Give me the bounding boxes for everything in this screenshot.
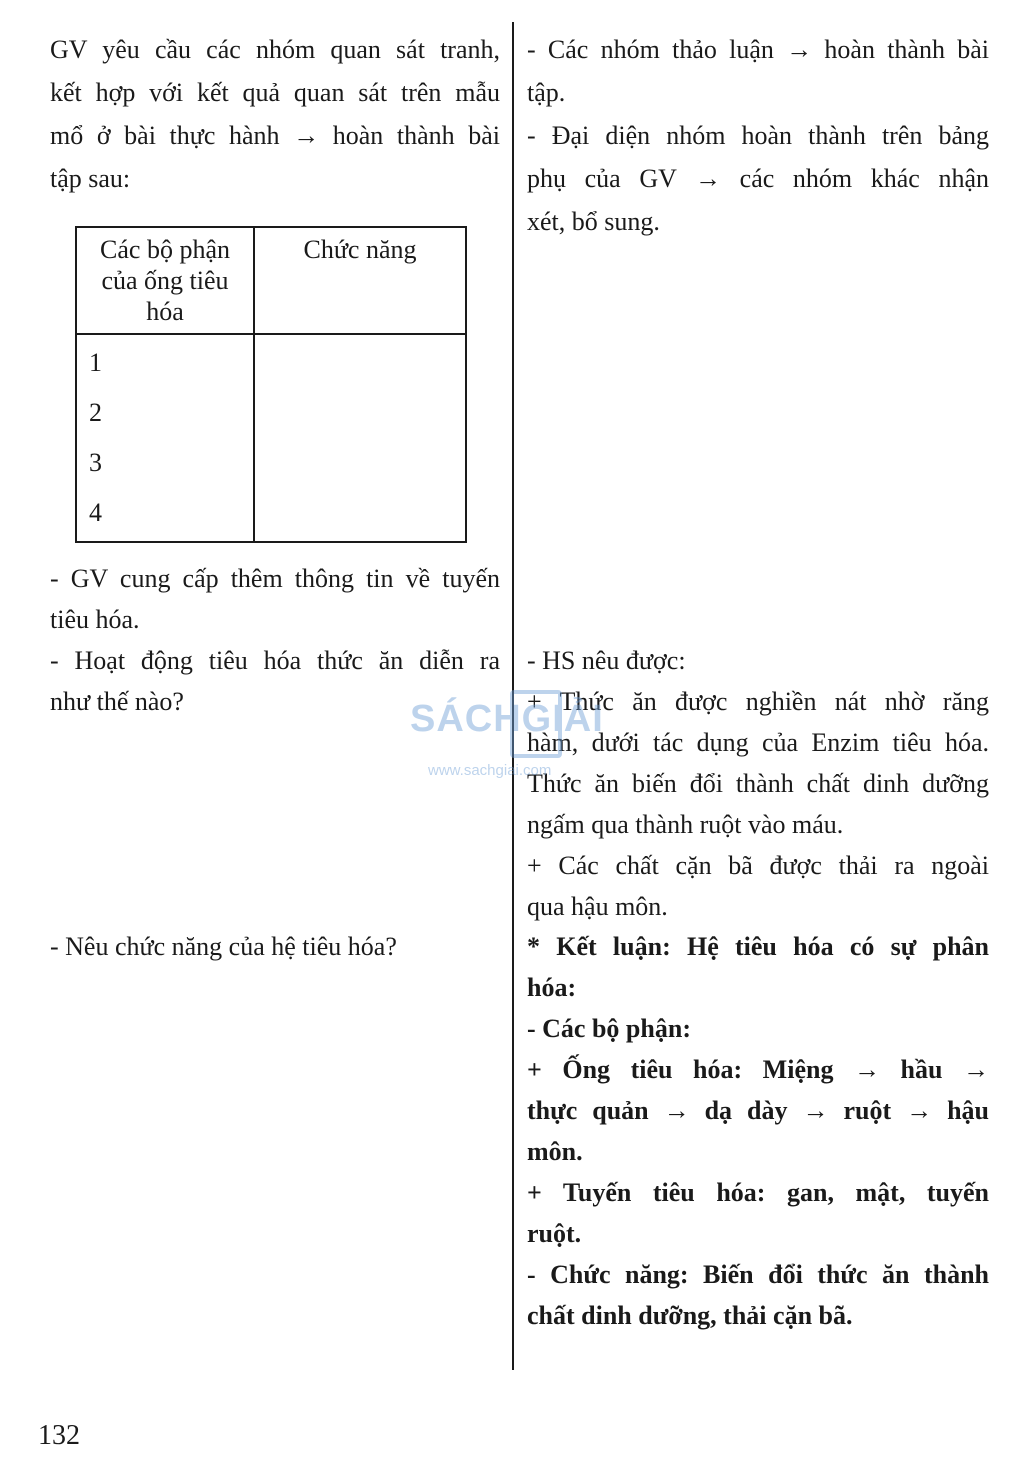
discuss-line: tập. (527, 78, 566, 107)
row-number: 2 (89, 398, 102, 427)
conclusion-line: + Ống tiêu hóa: Miệng → hầu → (527, 1055, 989, 1084)
rep-line: xét, bổ sung. (527, 207, 660, 236)
watermark (410, 690, 650, 790)
rep-line: phụ của GV → các nhóm khác nhận (527, 164, 989, 193)
conclusion-line: hóa: (527, 973, 577, 1002)
conclusion-line: môn. (527, 1137, 583, 1166)
table-function-cell (254, 334, 466, 542)
conclusion-line: ruột. (527, 1219, 582, 1248)
gv-info-line: tiêu hóa. (50, 605, 140, 634)
exercise-table (75, 226, 467, 543)
rep-line: - Đại diện nhóm hoàn thành trên bảng (527, 121, 989, 150)
row-number: 3 (89, 448, 102, 477)
conclusion-line: - Chức năng: Biến đổi thức ăn thành (527, 1260, 989, 1289)
table-header-function: Chức năng (254, 227, 466, 334)
gv-info-line: - GV cung cấp thêm thông tin về tuyến (50, 564, 500, 593)
question-line: như thế nào? (50, 687, 184, 716)
question-line: - Hoạt động tiêu hóa thức ăn diễn ra (50, 646, 500, 675)
intro-line: tập sau: (50, 164, 131, 193)
intro-line: GV yêu cầu các nhóm quan sát tranh, (50, 35, 500, 64)
hs-line: + Các chất cặn bã được thải ra ngoài (527, 851, 989, 880)
conclusion-line: + Tuyến tiêu hóa: gan, mật, tuyến (527, 1178, 989, 1207)
hs-line: ngấm qua thành ruột vào máu. (527, 810, 844, 839)
conclusion-line: * Kết luận: Hệ tiêu hóa có sự phân (527, 932, 989, 961)
row-number: 4 (89, 498, 102, 527)
watermark-brand: SÁCHGIẢI (410, 698, 604, 740)
conclusion-line: - Các bộ phận: (527, 1014, 691, 1043)
hs-line: + Thức ăn được nghiền nát nhờ răng (527, 687, 989, 716)
table-header-parts: Các bộ phận của ống tiêu hóa (76, 227, 254, 334)
intro-line: mổ ở bài thực hành → hoàn thành bài (50, 121, 500, 150)
watermark-url: www.sachgiai.com (428, 762, 552, 779)
question-function: - Nêu chức năng của hệ tiêu hóa? (50, 932, 397, 961)
hs-line: hàm, dưới tác dụng của Enzim tiêu hóa. (527, 728, 989, 757)
page-number: 132 (38, 1420, 80, 1451)
hs-label: - HS nêu được: (527, 646, 686, 675)
discuss-line: - Các nhóm thảo luận → hoàn thành bài (527, 35, 989, 64)
hs-line: Thức ăn biến đổi thành chất dinh dưỡng (527, 769, 989, 798)
table-row-numbers (76, 334, 254, 542)
intro-line: kết hợp với kết quả quan sát trên mẫu (50, 78, 500, 107)
conclusion-line: thực quản → dạ dày → ruột → hậu (527, 1096, 989, 1125)
conclusion-line: chất dinh dưỡng, thải cặn bã. (527, 1301, 853, 1330)
row-number: 1 (89, 348, 102, 377)
hs-line: qua hậu môn. (527, 892, 668, 921)
